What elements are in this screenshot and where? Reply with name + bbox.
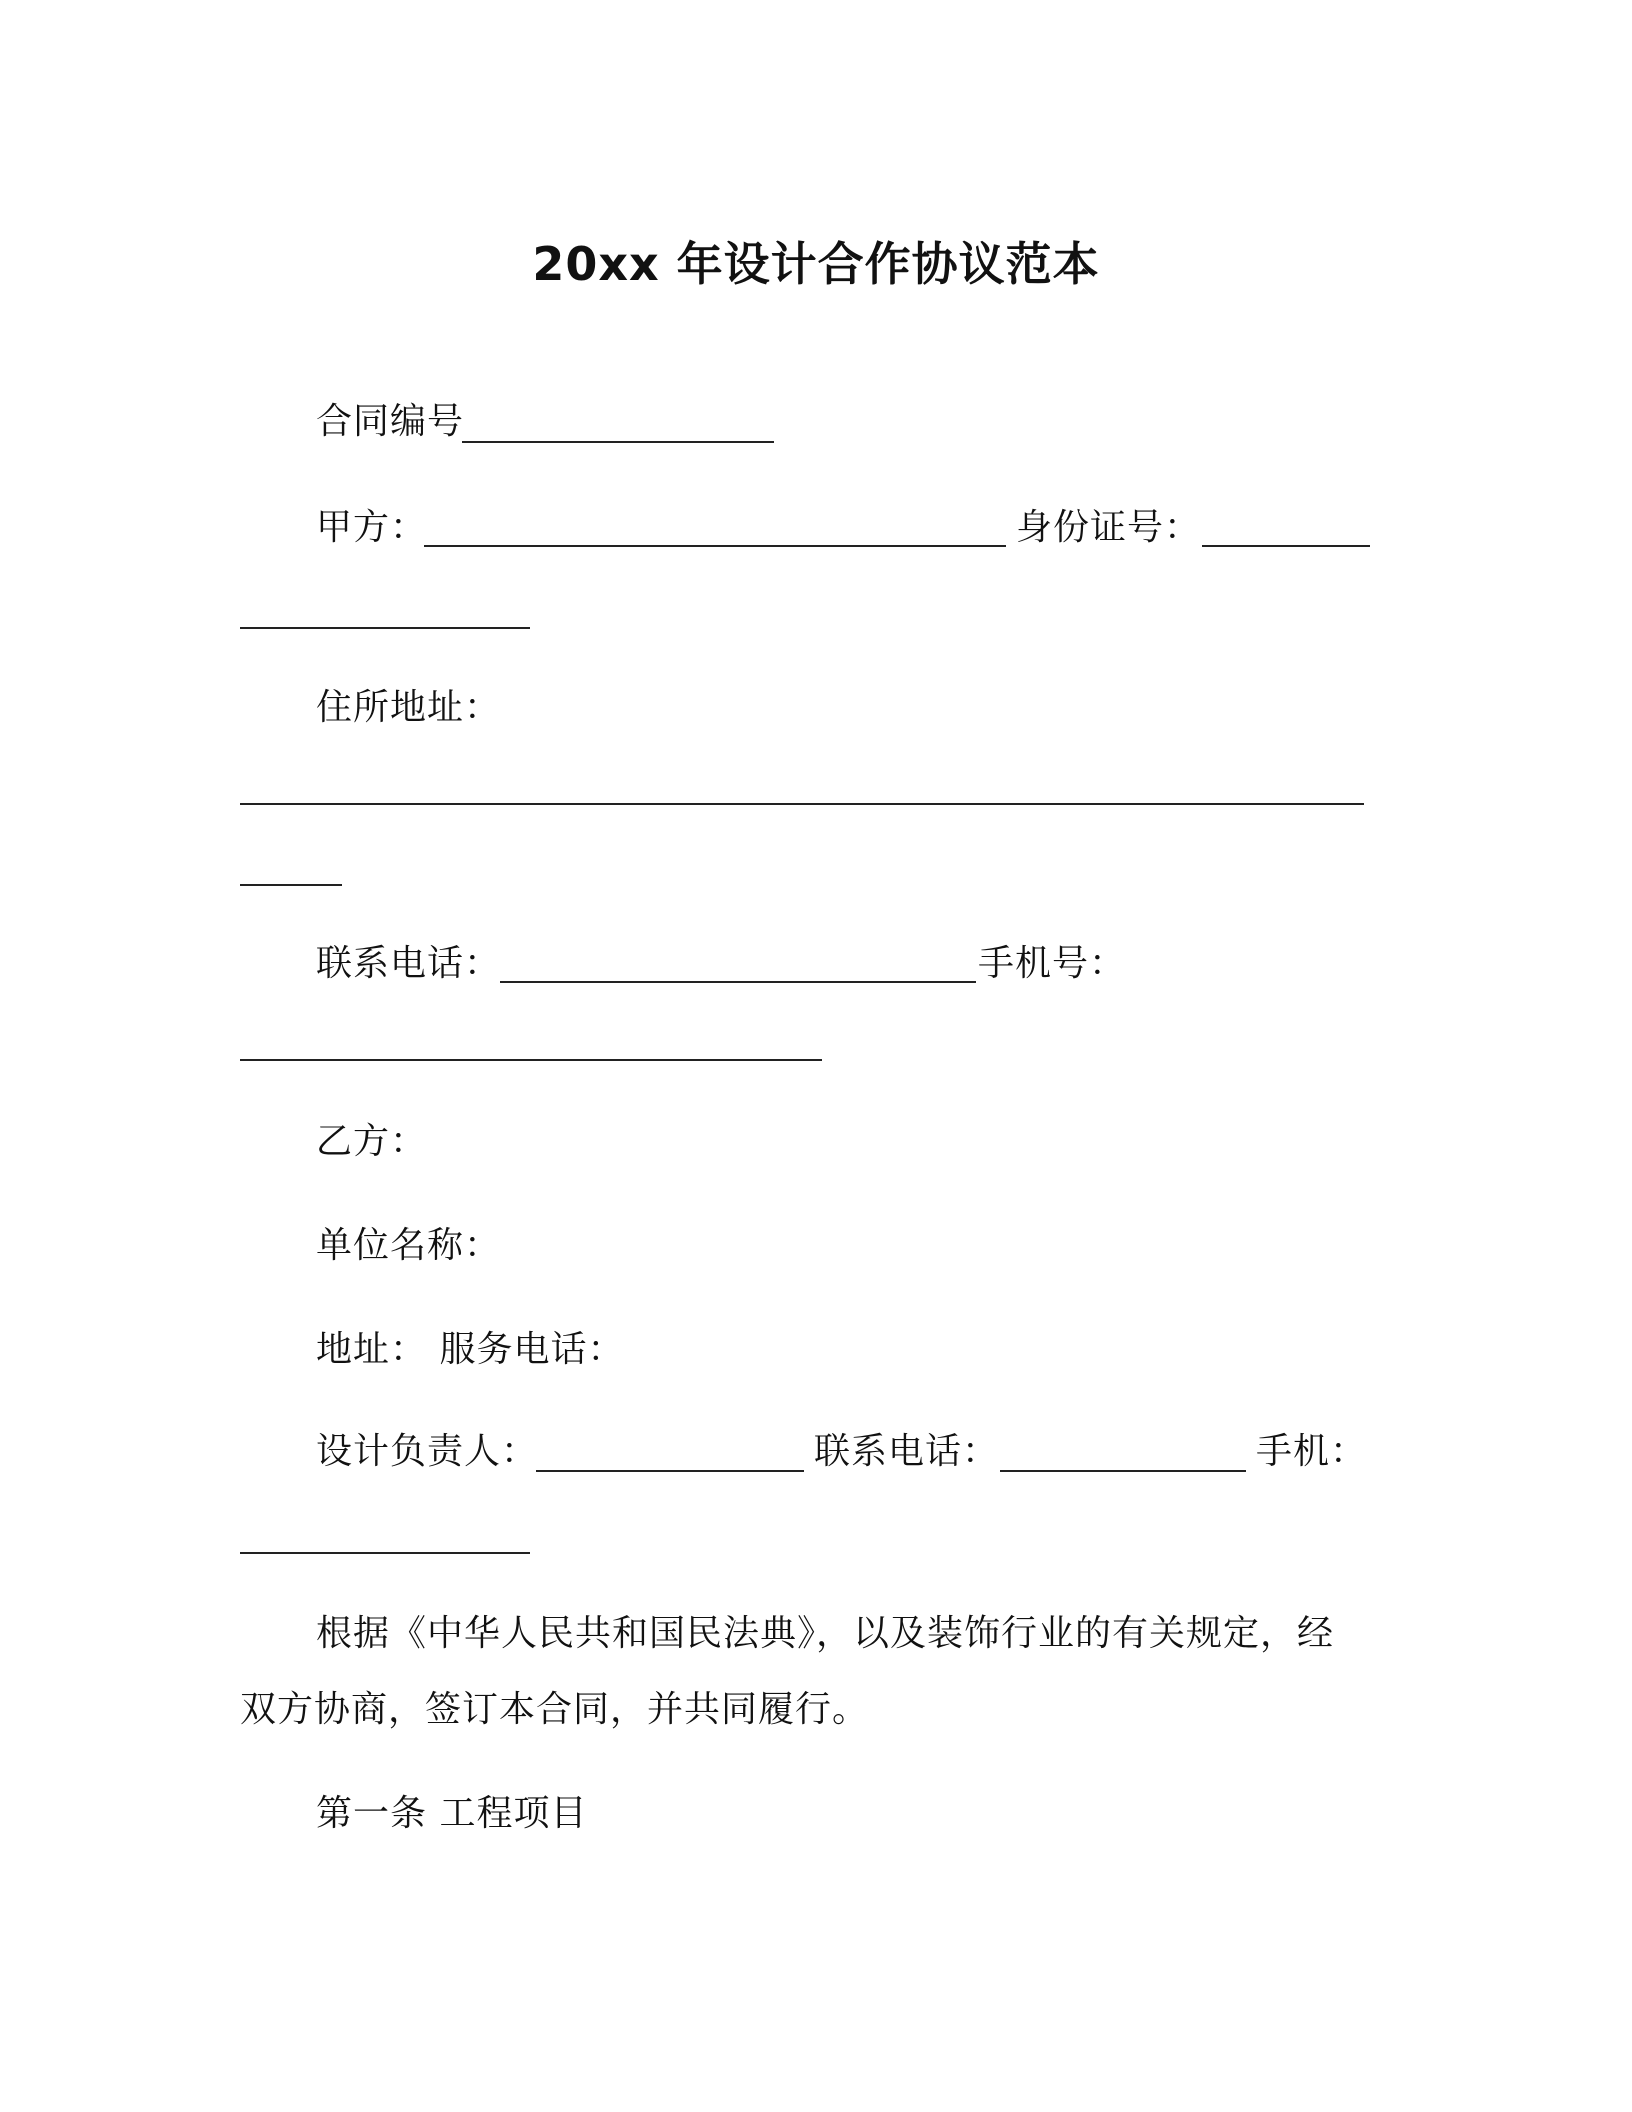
- id-no-blank-continued: [240, 627, 530, 629]
- designer-mobile-blank: [240, 1552, 530, 1554]
- contract-no-label: 合同编号: [316, 401, 465, 442]
- designer-phone-label: 联系电话：: [814, 1431, 1000, 1472]
- designer-mobile-label: 手机：: [1256, 1431, 1368, 1472]
- intro-paragraph-line-2: 双方协商，签订本合同，并共同履行。: [240, 1689, 870, 1730]
- designer-blank: [536, 1470, 804, 1472]
- mobile-blank: [240, 1059, 822, 1061]
- phone-label: 联系电话：: [316, 943, 502, 984]
- article-1-heading: 第一条 工程项目: [316, 1793, 588, 1834]
- contract-no-blank: [462, 441, 774, 443]
- mobile-label: 手机号：: [978, 943, 1127, 984]
- designer-label: 设计负责人：: [316, 1431, 539, 1472]
- address-service-phone-label: 地址： 服务电话：: [316, 1329, 625, 1370]
- address-blank-continued: [240, 884, 342, 886]
- page-title: 20xx 年设计合作协议范本: [532, 237, 1100, 291]
- intro-paragraph-line-1: 根据《中华人民共和国民法典》，以及装饰行业的有关规定，经: [316, 1613, 1335, 1654]
- id-no-blank: [1202, 545, 1370, 547]
- designer-phone-blank: [1000, 1470, 1246, 1472]
- address-label: 住所地址：: [316, 687, 502, 728]
- party-a-blank: [424, 545, 1006, 547]
- phone-blank: [500, 981, 976, 983]
- party-a-label: 甲方：: [316, 507, 428, 548]
- unit-name-label: 单位名称：: [316, 1225, 502, 1266]
- address-blank: [240, 803, 1364, 805]
- party-b-label: 乙方：: [316, 1121, 428, 1162]
- id-no-label: 身份证号：: [1016, 507, 1202, 548]
